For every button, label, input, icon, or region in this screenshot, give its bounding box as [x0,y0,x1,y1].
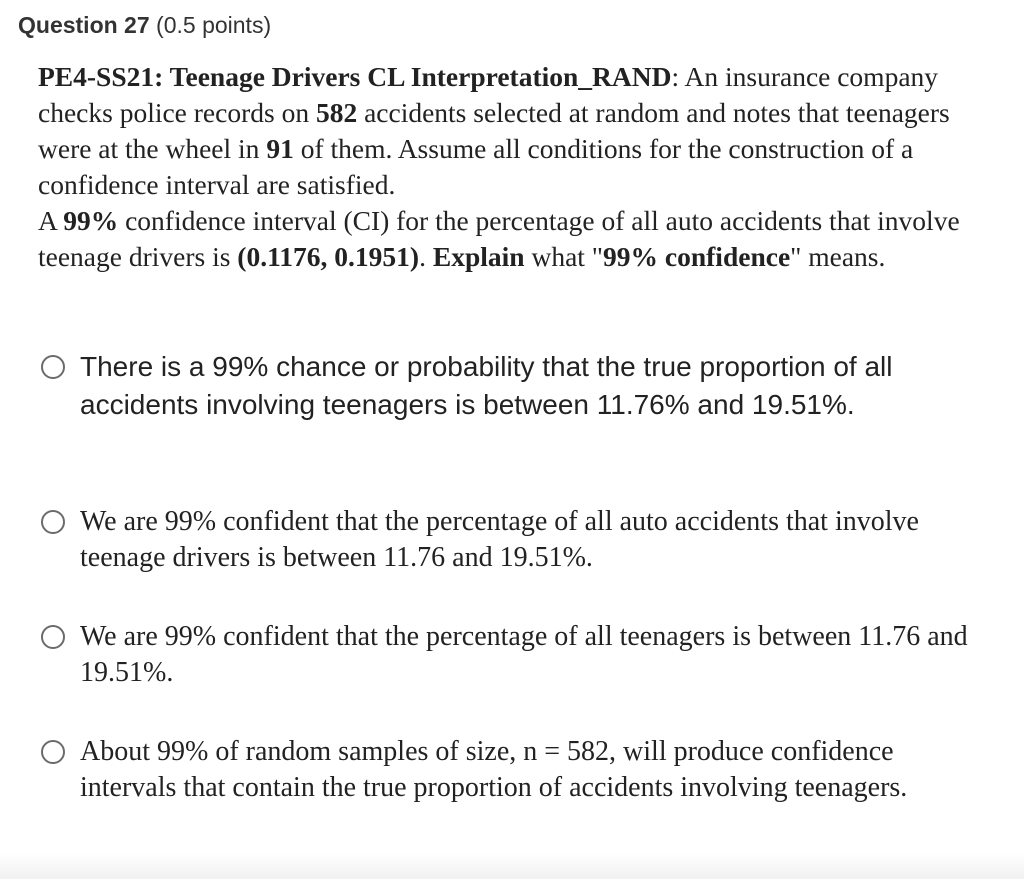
answer-option-2[interactable] [41,504,991,576]
prompt-text: accidents selected at random and notes that teenagers were at the wheel in [38,97,950,164]
question-title: Question 27 [18,12,150,38]
prompt-count: 91 [266,133,294,164]
prompt-text: : An insurance company checks police records on [38,61,939,128]
prompt-text: . [419,241,433,272]
answer-option-text[interactable]: We are 99% confident that the percentage of all auto accidents that involve teenage drivers is between 11.76 and 19.51%. [80,506,919,573]
answer-option-4[interactable] [41,734,991,806]
prompt-explain: Explain [432,241,525,272]
radio-button[interactable] [41,355,65,379]
prompt-sample-size: 582 [315,97,358,128]
page-bottom-shade [0,853,1024,879]
question-header [18,12,271,39]
question-prompt [38,59,998,275]
prompt-text: confidence interval (CI) for the percentage of all auto accidents that involve teenage drivers is [38,205,960,272]
prompt-text: what " [524,241,604,272]
answer-option-3[interactable] [41,619,991,691]
answer-option-text[interactable]: About 99% of random samples of size, n = 582, will produce confidence intervals that contain the true proportion of accidents involving teenagers. [80,736,908,803]
prompt-text: " means. [790,241,886,272]
prompt-text: of them. Assume all conditions for the construction of a confidence interval are satisfied. [38,133,914,200]
prompt-level: 99% [63,205,119,236]
radio-button[interactable] [41,510,65,534]
prompt-text: A [38,205,64,236]
prompt-confidence: 99% confidence [603,241,791,272]
answer-option-1[interactable] [41,348,991,424]
radio-button[interactable] [41,740,65,764]
answer-option-text[interactable]: There is a 99% chance or probability that the true proportion of all accidents involving teenagers is between 11.76% and 19.51%. [80,351,893,420]
prompt-code: PE4-SS21: Teenage Drivers CL Interpretation_RAND [38,61,672,92]
question-points: (0.5 points) [156,12,272,38]
prompt-interval: (0.1176, 0.1951) [237,241,420,272]
answer-option-text[interactable]: We are 99% confident that the percentage of all teenagers is between 11.76 and 19.51%. [80,621,968,688]
radio-button[interactable] [41,625,65,649]
